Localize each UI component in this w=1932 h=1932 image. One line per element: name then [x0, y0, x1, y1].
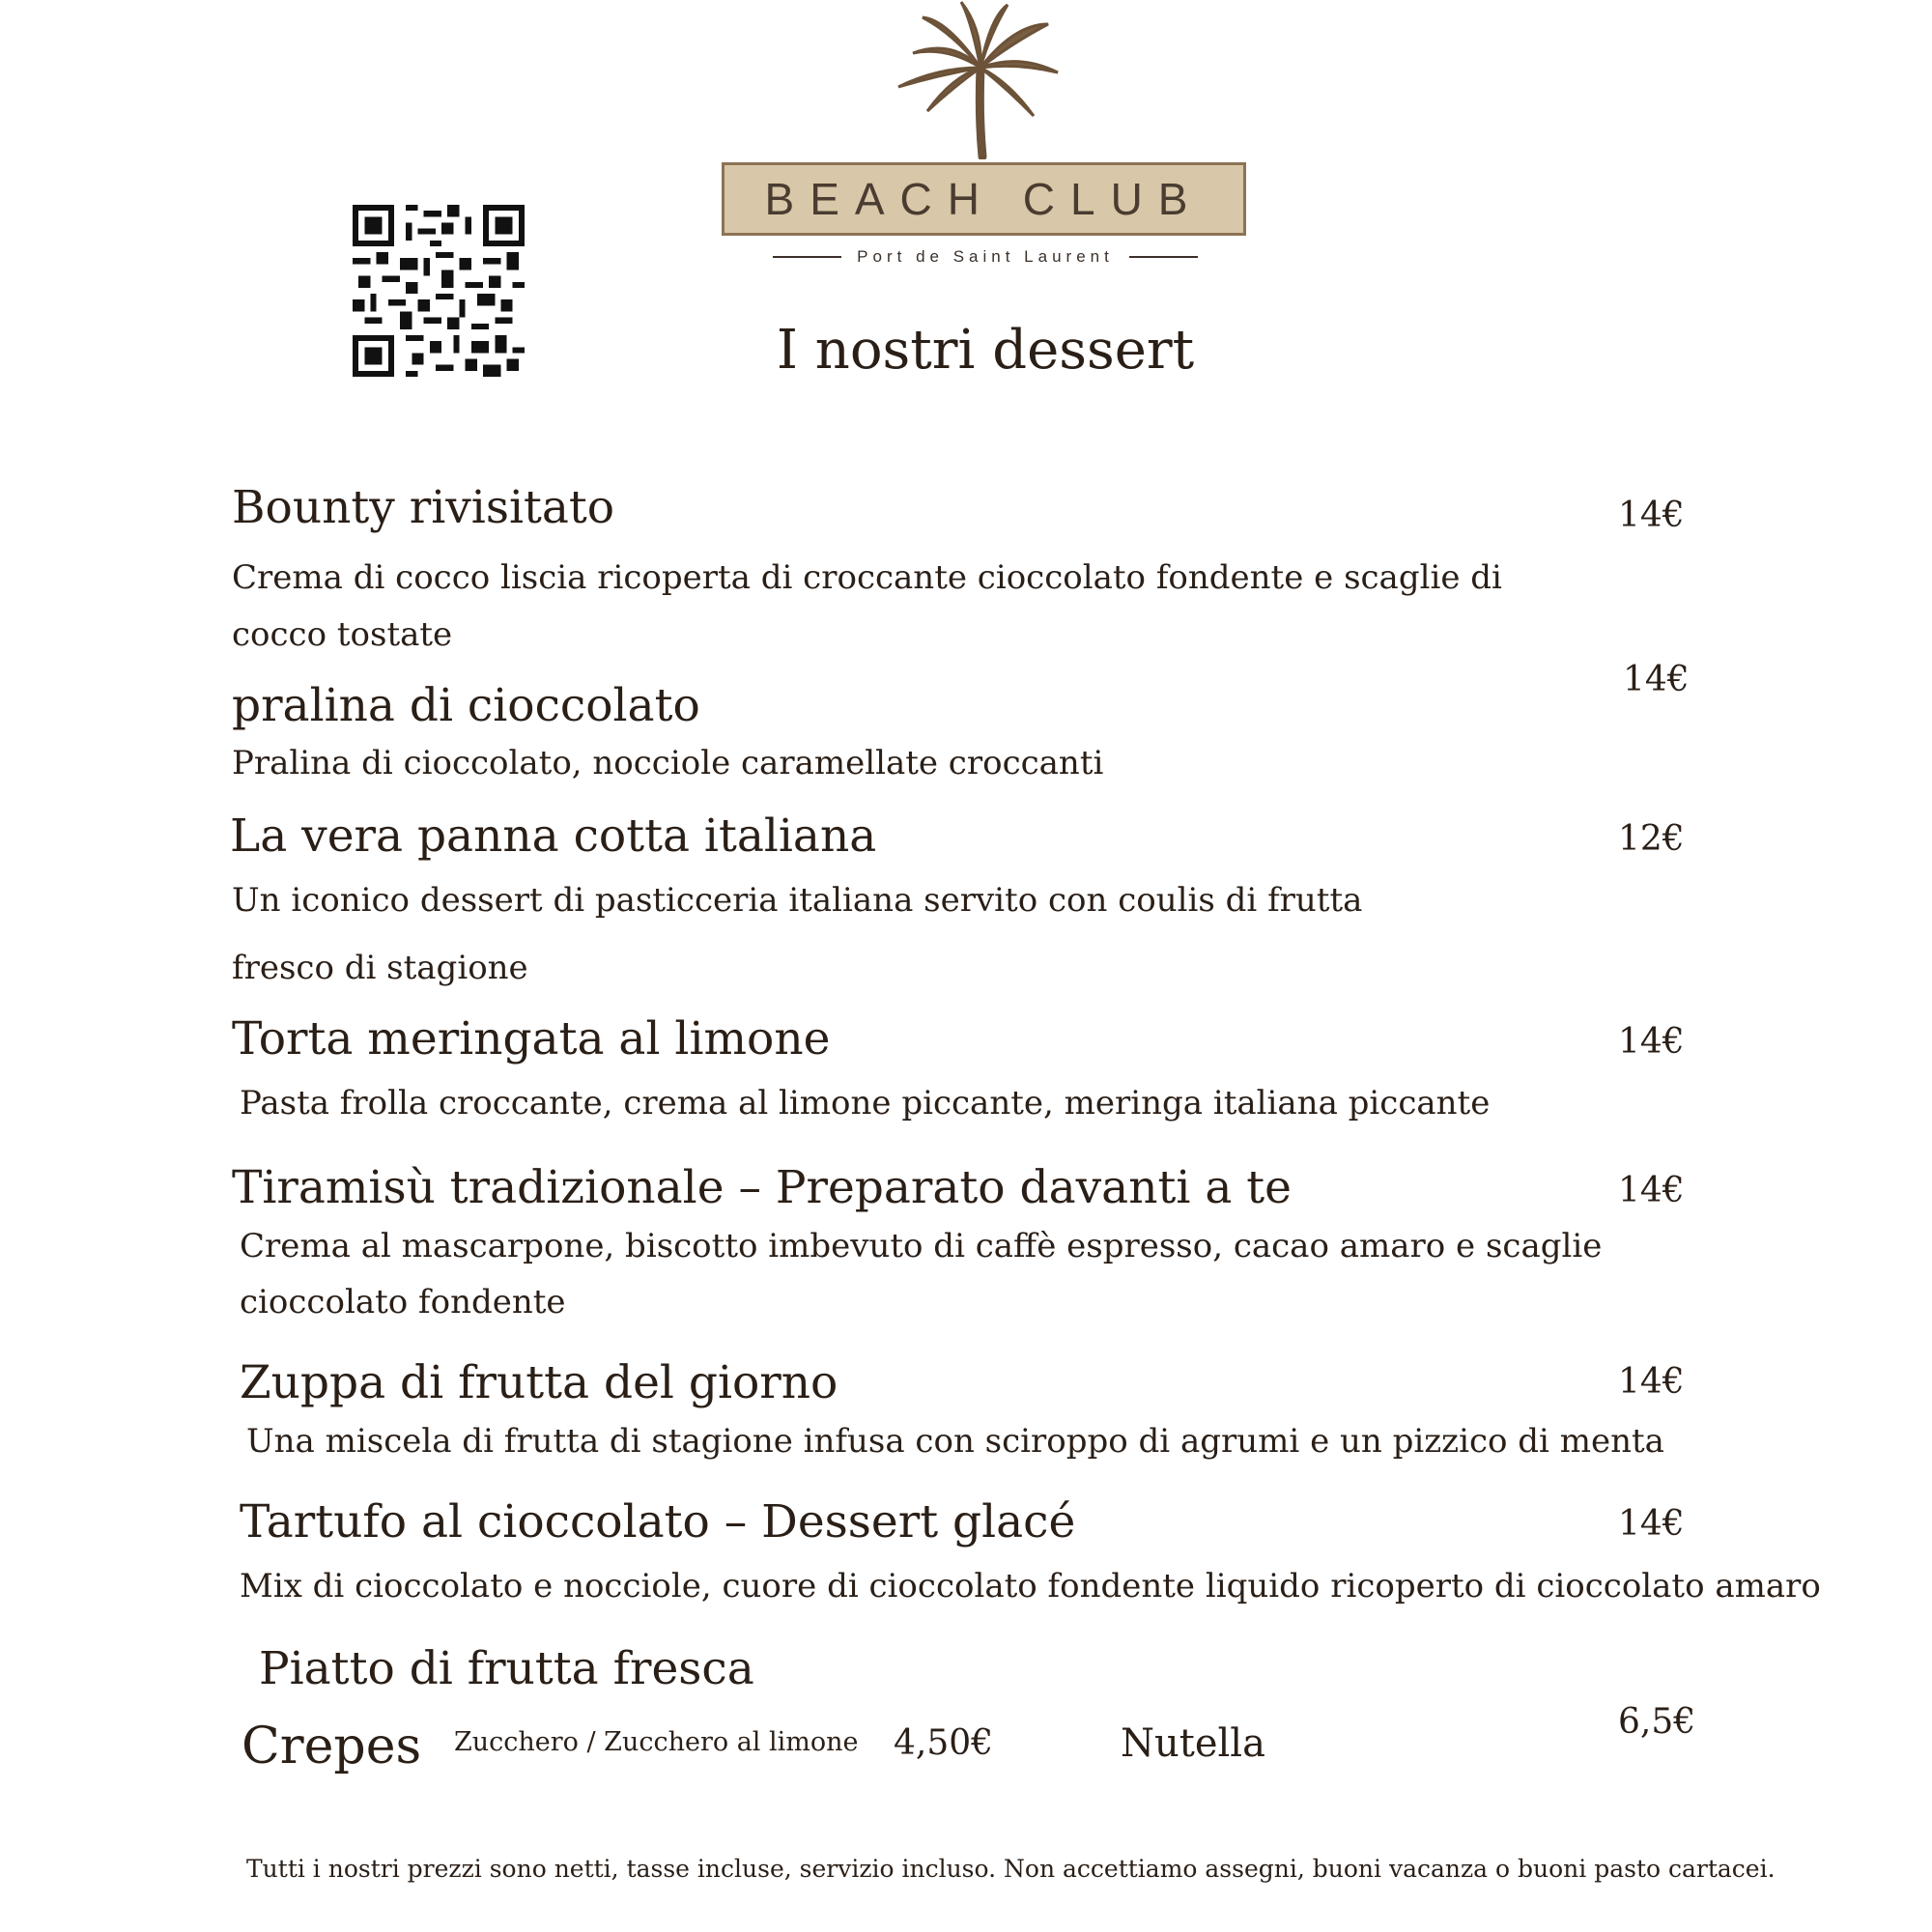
- palm-tree-icon: [894, 0, 1067, 159]
- menu-item-name: La vera panna cotta italiana: [230, 810, 877, 863]
- qr-code-icon[interactable]: [353, 205, 525, 377]
- menu-item-desc: cocco tostate: [232, 615, 453, 654]
- page-title: I nostri dessert: [776, 319, 1195, 382]
- footer-note: Tutti i nostri prezzi sono netti, tasse incluse, servizio incluso. Non accettiamo assegni, buoni vacanza o buoni pasto cartacei.: [246, 1855, 1776, 1883]
- menu-item-name: Bounty rivisitato: [232, 481, 615, 534]
- menu-item-price: 12€: [1618, 819, 1685, 859]
- menu-item-price: 14€: [1618, 1022, 1685, 1062]
- menu-item-price: 14€: [1618, 1504, 1685, 1544]
- menu-item-name: Piatto di frutta fresca: [259, 1642, 754, 1695]
- menu-item-name: Zuppa di frutta del giorno: [240, 1356, 838, 1409]
- crepes-name: Crepes: [242, 1718, 422, 1776]
- menu-item-name: Tiramisù tradizionale – Preparato davanti a te: [232, 1161, 1292, 1214]
- logo-tagline-row: [773, 245, 1198, 269]
- menu-item-desc: Una miscela di frutta di stagione infusa con sciroppo di agrumi e un pizzico di menta: [246, 1422, 1664, 1461]
- menu-item-price: 14€: [1623, 660, 1690, 699]
- logo-name: BEACH CLUB: [764, 174, 1204, 224]
- menu-item-price: 14€: [1618, 1362, 1685, 1402]
- menu-item-desc: cioccolato fondente: [240, 1283, 566, 1321]
- menu-item-price: 14€: [1618, 1171, 1685, 1210]
- menu-item-desc: Pralina di cioccolato, nocciole caramellate croccanti: [232, 744, 1104, 782]
- menu-item-desc: Crema di cocco liscia ricoperta di croccante cioccolato fondente e scaglie di: [232, 558, 1502, 597]
- menu-item-desc: fresco di stagione: [232, 949, 528, 987]
- logo-banner: [722, 162, 1246, 236]
- crepes-price: 6,5€: [1618, 1702, 1696, 1742]
- crepes-option: Nutella: [1121, 1721, 1265, 1766]
- menu-item-desc: Mix di cioccolato e nocciole, cuore di cioccolato fondente liquido ricoperto di cioccolato amaro: [240, 1567, 1821, 1605]
- crepes-price: 4,50€: [894, 1723, 994, 1763]
- menu-item-desc: Un iconico dessert di pasticceria italiana servito con coulis di frutta: [232, 881, 1363, 920]
- crepes-option: Zucchero / Zucchero al limone: [454, 1727, 859, 1757]
- logo-tagline: Port de Saint Laurent: [857, 247, 1114, 266]
- menu-item-name: Tartufo al cioccolato – Dessert glacé: [240, 1495, 1076, 1548]
- menu-item-desc: Pasta frolla croccante, crema al limone piccante, meringa italiana piccante: [240, 1084, 1491, 1122]
- divider: [1129, 256, 1198, 258]
- menu-item-price: 14€: [1618, 496, 1685, 535]
- menu-item-name: pralina di cioccolato: [232, 679, 700, 732]
- divider: [773, 256, 841, 258]
- menu-item-name: Torta meringata al limone: [232, 1012, 831, 1065]
- menu-item-desc: Crema al mascarpone, biscotto imbevuto di caffè espresso, cacao amaro e scaglie: [240, 1227, 1603, 1265]
